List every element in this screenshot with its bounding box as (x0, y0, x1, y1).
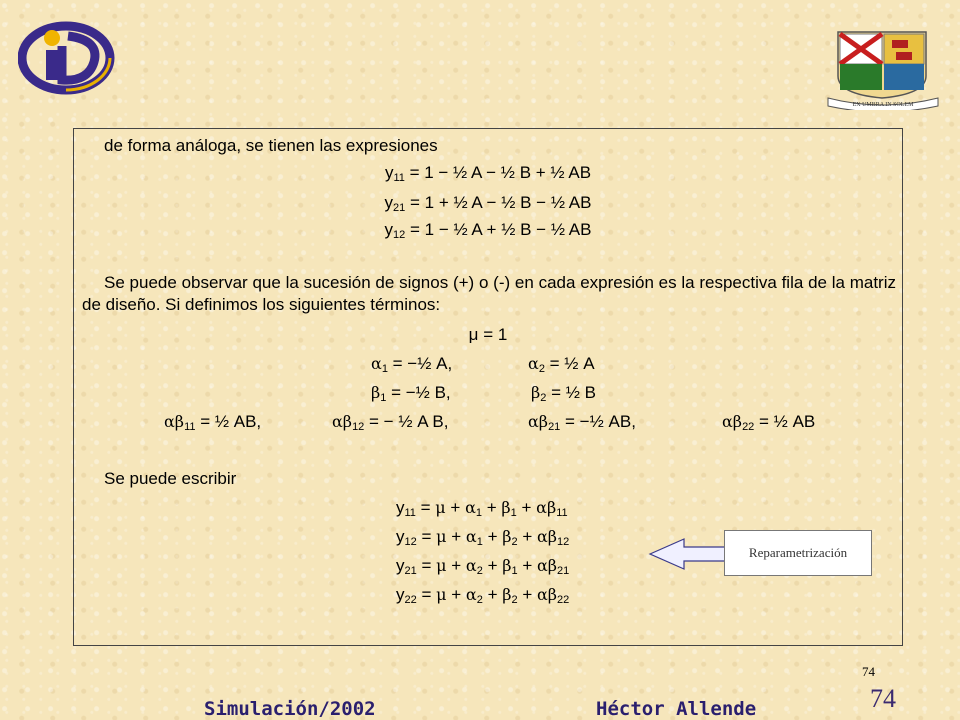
callout-arrow-icon (648, 537, 728, 571)
crest-motto: EX UMBRA IN SOLEM (852, 102, 914, 108)
reparam-y22: $y_{22} = \mu + \alpha_2 + \beta_2 + \alpha\beta_{22}$ (396, 585, 570, 606)
design-matrix-paragraph: Se puede observar que la sucesión de signos (+) o (-) en cada expresión es la respectiva fila de la matriz de diseño. Si definimos los siguientes términos: (82, 273, 896, 314)
reparam-y21: $y_{21} = \mu + \alpha_2 + \beta_1 + \alpha\beta_{21}$ (396, 556, 570, 577)
definition-ab22: $\alpha\beta_{22}$ = ½ AB (722, 412, 816, 433)
equation-y21: $y_{21} = 1$ + ½ A − ½ B − ½ AB (384, 193, 592, 214)
definition-ab11: $\alpha\beta_{11}$ = ½ AB, (164, 412, 262, 433)
page-number-small: 74 (862, 664, 875, 679)
institution-logo-left (18, 16, 118, 98)
university-crest-logo (826, 28, 940, 110)
definition-mu: μ = 1 (468, 325, 508, 344)
definition-beta2: $\beta_2$ = ½ B (531, 383, 596, 404)
intro-text: de forma análoga, se tienen las expresiones (104, 136, 438, 155)
page-number-large: 74 (870, 684, 896, 713)
definition-alpha1: $\alpha_1$ = −½ A, (371, 354, 453, 375)
footer-author: Héctor Allende (596, 698, 757, 720)
equation-y12: $y_{12} = 1$ − ½ A + ½ B − ½ AB (384, 220, 592, 241)
definition-beta1: $\beta_1$ = −½ B, (371, 383, 451, 404)
footer-course: Simulación/2002 (204, 698, 376, 720)
definition-ab21: $\alpha\beta_{21}$ = −½ AB, (528, 412, 636, 433)
definition-ab12: $\alpha\beta_{12}$ = − ½ A B, (332, 412, 449, 433)
definition-alpha2: $\alpha_2$ = ½ A (528, 354, 595, 375)
reparam-y11: $y_{11} = \mu + \alpha_1 + \beta_1 + \alpha\beta_{11}$ (396, 498, 568, 519)
equation-y11: $y_{11} = 1$ − ½ A − ½ B + ½ AB (384, 163, 592, 184)
reparametrization-callout: Reparametrización (724, 530, 872, 576)
se-puede-escribir: Se puede escribir (104, 469, 237, 488)
reparam-y12: $y_{12} = \mu + \alpha_1 + \beta_2 + \alpha\beta_{12}$ (396, 527, 570, 548)
